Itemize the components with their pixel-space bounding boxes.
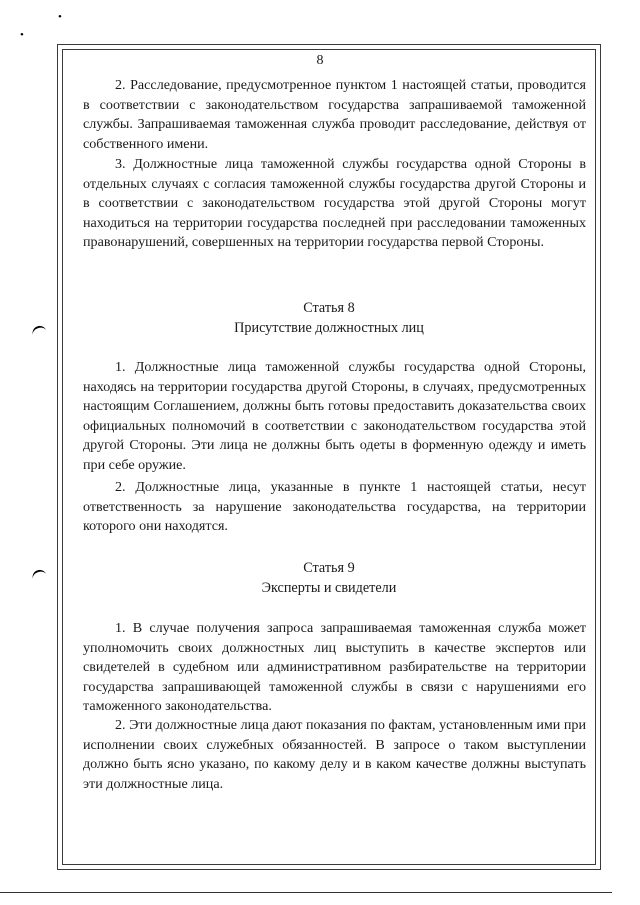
paragraph: 2. Расследование, предусмотренное пунктом 1 настоящей статьи, проводится в соответствии с законодательством государства запрашиваемой таможенной службы. Запрашиваемая таможенная служба проводит расследование, действуя от собственного имени.	[83, 77, 586, 152]
binding-hole-mark	[31, 324, 47, 338]
article-9-title: Эксперты и свидетели	[261, 580, 397, 596]
article-8-title: Присутствие должностных лиц	[234, 320, 424, 336]
page-number: 8	[316, 53, 324, 68]
scan-dot: •	[20, 29, 24, 41]
paragraph: 2. Должностные лица, указанные в пункте 1 настоящей статьи, несут ответственность за нарушение законодательства государства, на территории которого они находятся.	[83, 479, 586, 535]
paragraph: 2. Эти должностные лица дают показания по фактам, установленным ими при исполнении своих служебных обязанностей. В запросе о таком выступлении должно быть ясно указано, по какому делу и в каком качестве должны выступать эти должностные лица.	[83, 717, 586, 792]
paragraph: 3. Должностные лица таможенной службы государства одной Стороны в отдельных случаях с согласия таможенной службы государства другой Стороны и в соответствии с законодательством государства этой другой Стороны могут находиться на территории государства последней при расследовании таможенных правонарушений, совершенных на территории государства первой Стороны.	[83, 156, 586, 251]
scan-dot: •	[58, 11, 62, 23]
paragraph: 1. Должностные лица таможенной службы государства одной Стороны, находясь на территории государства другой Стороны, в случаях, предусмотренных настоящим Соглашением, должны быть готовы предоставить доказательства своих официальных полномочий в соответствии с законодательством государства этой другой Стороны. Эти лица не должны быть одеты в форменную одежду и иметь при себе оружие.	[83, 359, 586, 473]
article-9-number: Статья 9	[303, 560, 355, 576]
paragraph: 1. В случае получения запроса запрашиваемая таможенная служба может уполномочить своих должностных лиц выступить в качестве экспертов или свидетелей в судебном или административном разбирательстве на территории государства запрашивающей таможенной службы в связи с нарушениями его таможенного законодательства.	[83, 620, 586, 715]
bottom-scan-line	[0, 892, 612, 893]
binding-hole-mark	[31, 568, 47, 582]
article-8-number: Статья 8	[303, 300, 355, 316]
